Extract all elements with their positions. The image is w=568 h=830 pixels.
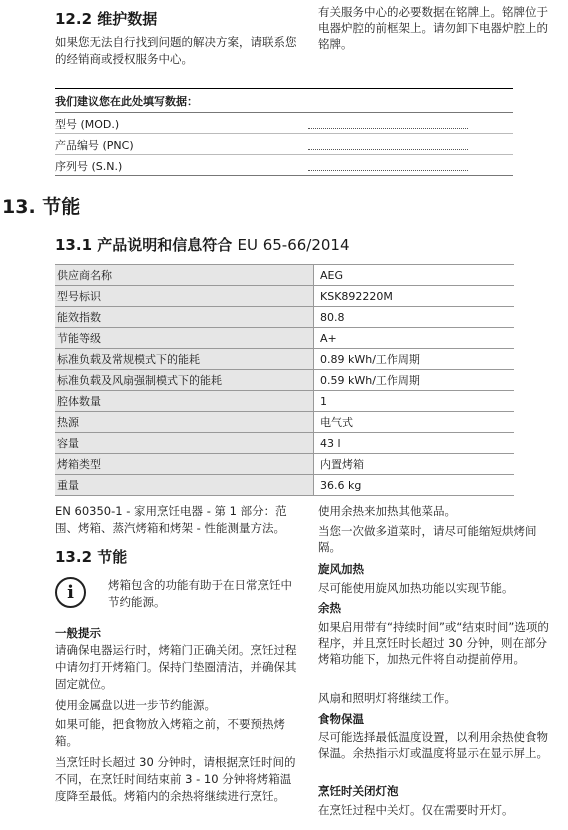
form-label-model: 型号 (MOD.) <box>55 118 120 131</box>
standard-note: EN 60350-1 - 家用烹饪电器 - 第 1 部分：范围、烤箱、蒸汽烤箱和烤架 - 性能测量方法。 <box>55 504 287 535</box>
spec-value: 内置烤箱 <box>314 454 515 475</box>
table-row <box>55 328 514 349</box>
spec-value: 36.6 kg <box>314 475 515 496</box>
form-fill-line-model[interactable] <box>308 116 468 129</box>
spec-label: 容量 <box>55 433 314 454</box>
form-rule <box>55 112 513 113</box>
form-bottom-rule <box>55 175 513 176</box>
lamp-off-heading: 烹饪时关闭灯泡 <box>318 784 399 798</box>
spec-label: 重量 <box>55 475 314 496</box>
form-fill-line-sn[interactable] <box>308 158 468 171</box>
table-row <box>55 475 514 496</box>
spec-value: 43 l <box>314 433 515 454</box>
general-tip-4: 当烹饪时长超过 30 分钟时，请根据烹饪时间的不同，在烹饪时间结束前 3 - 10 分钟将烤箱温度降至最低。烤箱内的余热将继续进行烹饪。 <box>55 755 296 803</box>
section-12-2-body: 如果您无法自行找到问题的解决方案，请联系您的经销商或授权服务中心。 <box>55 35 297 66</box>
spec-label: 烤箱类型 <box>55 454 314 475</box>
spec-value: 电气式 <box>314 412 515 433</box>
residual-heat-text: 如果启用带有“持续时间”或“结束时间”选项的程序，并且烹饪时长超过 30 分钟，则在部分烤箱功能下，加热元件将自动提前停用。 <box>318 620 549 666</box>
section-13-heading: 13. 节能 <box>2 196 81 218</box>
fan-heating-text: 尽可能使用旋风加热功能以实现节能。 <box>318 581 514 595</box>
form-fill-line-pnc[interactable] <box>308 137 468 150</box>
spec-label: 热源 <box>55 412 314 433</box>
form-top-rule <box>55 88 513 89</box>
spec-label: 供应商名称 <box>55 265 314 286</box>
table-row <box>55 433 514 454</box>
spec-value: AEG <box>314 265 515 286</box>
spec-label: 腔体数量 <box>55 391 314 412</box>
table-row <box>55 349 514 370</box>
spec-value: 1 <box>314 391 515 412</box>
spec-label: 节能等级 <box>55 328 314 349</box>
section-13-1-heading-regulation: EU 65-66/2014 <box>237 236 350 254</box>
general-tip-2: 使用金属盘以进一步节约能源。 <box>55 698 216 712</box>
keep-warm-heading: 食物保温 <box>318 712 364 726</box>
service-center-info: 有关服务中心的必要数据在铭牌上。铭牌位于电器炉腔的前框架上。请勿卸下电器炉腔上的铭牌。 <box>318 5 548 51</box>
fan-light-note: 风扇和照明灯将继续工作。 <box>318 691 456 705</box>
service-form-title: 我们建议您在此处填写数据： <box>55 95 198 108</box>
residual-heat-heading: 余热 <box>318 601 341 615</box>
keep-warm-text: 尽可能选择最低温度设置，以利用余热使食物保温。余热指示灯或温度将显示在显示屏上。 <box>318 730 548 760</box>
fan-heating-heading: 旋风加热 <box>318 562 364 576</box>
info-icon: i <box>55 577 86 608</box>
form-rule <box>55 133 513 134</box>
form-rule <box>55 154 513 155</box>
spec-label: 型号标识 <box>55 286 314 307</box>
general-tip-1: 请确保电器运行时，烤箱门正确关闭。烹饪过程中请勿打开烤箱门。保持门垫圈清洁，并确保其固定就位。 <box>55 643 297 691</box>
table-row <box>55 412 514 433</box>
section-12-2-heading: 12.2 维护数据 <box>55 10 158 28</box>
spec-label: 标准负载及风扇强制模式下的能耗 <box>55 370 314 391</box>
spec-value: 0.59 kWh/工作周期 <box>314 370 515 391</box>
general-tip-3: 如果可能，把食物放入烤箱之前，不要预热烤箱。 <box>55 717 285 748</box>
general-tips-heading: 一般提示 <box>55 626 101 640</box>
spec-value: 80.8 <box>314 307 515 328</box>
residual-heat-tip: 使用余热来加热其他菜品。 <box>318 504 456 518</box>
spec-value: A+ <box>314 328 515 349</box>
spec-label: 能效指数 <box>55 307 314 328</box>
table-row <box>55 391 514 412</box>
spec-value: 0.89 kWh/工作周期 <box>314 349 515 370</box>
form-label-sn: 序列号 (S.N.) <box>55 160 123 173</box>
info-note: 烤箱包含的功能有助于在日常烹饪中节约能源。 <box>108 578 292 609</box>
table-row <box>55 454 514 475</box>
lamp-off-text: 在烹饪过程中关灯。仅在需要时开灯。 <box>318 803 514 817</box>
section-13-1-heading <box>55 234 350 255</box>
spec-value: KSK892220M <box>314 286 515 307</box>
table-row <box>55 286 514 307</box>
spec-table <box>55 264 514 496</box>
section-13-2-heading: 13.2 节能 <box>55 548 128 566</box>
table-row <box>55 370 514 391</box>
table-row <box>55 307 514 328</box>
form-label-pnc: 产品编号 (PNC) <box>55 139 134 152</box>
multiple-dishes-tip: 当您一次做多道菜时，请尽可能缩短烘烤间隔。 <box>318 524 537 554</box>
section-13-1-heading-text: 13.1 产品说明和信息符合 <box>55 236 233 254</box>
table-row <box>55 265 514 286</box>
spec-label: 标准负载及常规模式下的能耗 <box>55 349 314 370</box>
